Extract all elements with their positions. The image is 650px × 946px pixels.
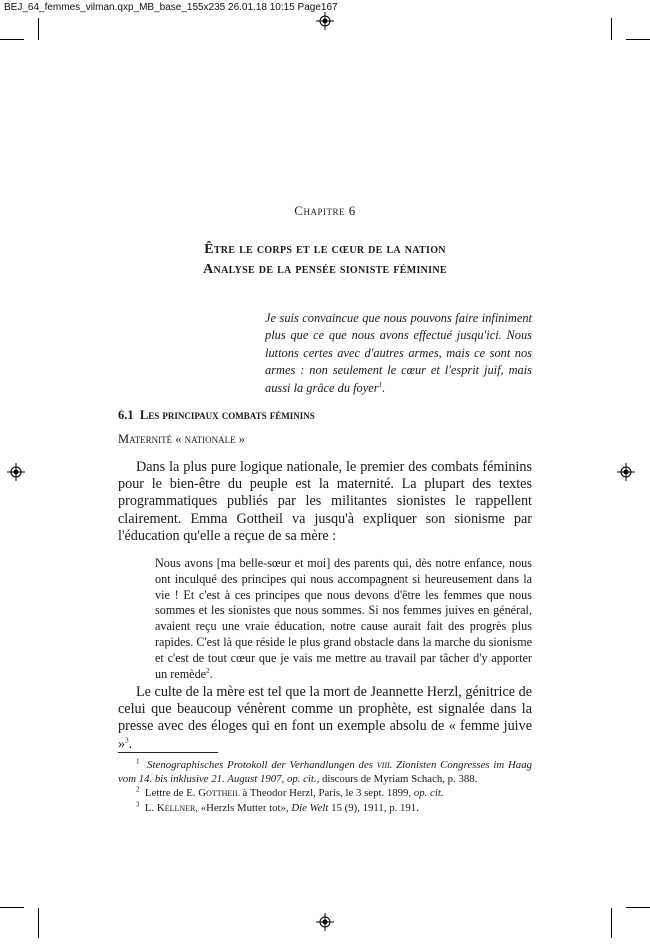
- block-quote-end: .: [209, 666, 213, 681]
- footnotes: [118, 758, 532, 815]
- crop-mark-bottom-left-v: [38, 908, 39, 938]
- paragraph-2-end: .: [128, 735, 133, 752]
- crop-mark-top-right-v: [611, 18, 612, 40]
- section-number: 6.1: [118, 408, 134, 422]
- footnote-text: à Theodor Herzl, Paris, le 3 sept. 1899,: [239, 787, 414, 800]
- footnote-text: , «Herzls Mutter tot»,: [195, 801, 292, 814]
- block-quote: [155, 556, 532, 682]
- footnote-number: 2: [136, 785, 140, 794]
- crop-mark-top-left-h: [0, 39, 24, 40]
- epigraph-end: .: [382, 380, 386, 395]
- chapter-title-line-2: Analyse de la pensée sioniste féminine: [203, 262, 447, 277]
- footnote-2: [118, 786, 532, 800]
- footnote-italic: Zionisten Congresses im Haag vom 14. bis inklusive 21. August 1907, op. cit.: [118, 759, 533, 786]
- footnote-italic: Die Welt: [291, 801, 329, 814]
- footnote-separator: [118, 752, 218, 753]
- epigraph-text: Je suis convaincue que nous pouvons faire infiniment plus que ce que nous avons effectué jusqu'ici. Nous luttons certes avec d'autres armes, mais ce sont nos armes : non seulement le cœur et l'esprit juif, mais aussi la grâce du foyer: [265, 311, 532, 395]
- footnote-text: , discours de Myriam Schach, p. 388.: [316, 773, 478, 786]
- paragraph-2: [118, 684, 532, 753]
- subsection-heading: Maternité « nationale »: [118, 432, 245, 446]
- footnote-text: 15 (9), 1911, p. 191.: [328, 801, 419, 814]
- crop-mark-bottom-right-h: [626, 907, 650, 908]
- footnote-italic: op. cit.: [413, 787, 444, 800]
- chapter-label: Chapitre 6: [294, 203, 356, 218]
- paragraph-2-text: Le culte de la mère est tel que la mort de Jeannette Herzl, génitrice de celui que beaucoup vénèrent comme un prophète, est signalée dans la presse avec des éloges qui en font un exemple absolu de « femme juive »: [118, 684, 532, 752]
- epigraph: [265, 310, 532, 397]
- footnote-ref-3[interactable]: 3: [125, 735, 129, 744]
- footnote-number: 3: [136, 800, 140, 809]
- section-heading: [118, 408, 532, 423]
- registration-mark-top-icon: [316, 12, 334, 30]
- footnote-number: 1: [136, 757, 140, 766]
- footnote-1: [118, 758, 532, 786]
- crop-mark-top-left-v: [38, 18, 39, 40]
- crop-mark-bottom-left-h: [0, 907, 24, 908]
- registration-mark-left-icon: [7, 463, 25, 481]
- crop-mark-bottom-right-v: [611, 908, 612, 938]
- footnote-3: [118, 801, 532, 815]
- registration-mark-bottom-icon: [316, 913, 334, 931]
- block-quote-text: Nous avons [ma belle-sœur et moi] des parents qui, dès notre enfance, nous ont inculqué des principes qui nous accompagnent si heureusement dans la vie ! Et c'est à ces principes que nous devons d'être les femmes que nous sommes et les sionistes que nous sommes. Si nos femmes juives en général, avaient reçu une vraie éducation, notre cause aurait fait des progrès plus rapides. C'est là que réside le plus grand obstacle dans la marche du sionisme et c'est de tout cœur que je vais me mettre au travail par tâcher d'y apporter un remède: [155, 556, 532, 681]
- footnote-ref-2[interactable]: 2: [206, 666, 210, 675]
- footnote-italic: Stenographisches Protokoll der Verhandlungen des: [147, 759, 373, 771]
- crop-mark-top-right-h: [626, 39, 650, 40]
- slug-line: BEJ_64_femmes_vilman.qxp_MB_base_155x235 26.01.18 10:15 Page167: [4, 2, 338, 13]
- section-title: Les principaux combats féminins: [139, 408, 315, 422]
- chapter-title-line-1: Être le corps et le cœur de la nation: [204, 242, 446, 257]
- registration-mark-right-icon: [617, 463, 635, 481]
- footnote-smallcaps: Kellner: [156, 801, 196, 814]
- footnote-smallcaps: viii.: [376, 759, 393, 771]
- footnote-text: L.: [144, 801, 157, 814]
- footnote-text: Lettre de E.: [144, 787, 199, 800]
- footnote-smallcaps: Gottheil: [198, 787, 240, 800]
- paragraph-1: Dans la plus pure logique nationale, le premier des combats féminins pour le bien-être du peuple est la maternité. La plupart des textes programmatiques publiés par les militantes sionistes le rappellent clairement. Emma Gottheil va jusqu'à expliquer son sionisme par l'éducation qu'elle a reçue de sa mère :: [118, 459, 532, 544]
- footnote-ref-1[interactable]: 1: [378, 380, 383, 389]
